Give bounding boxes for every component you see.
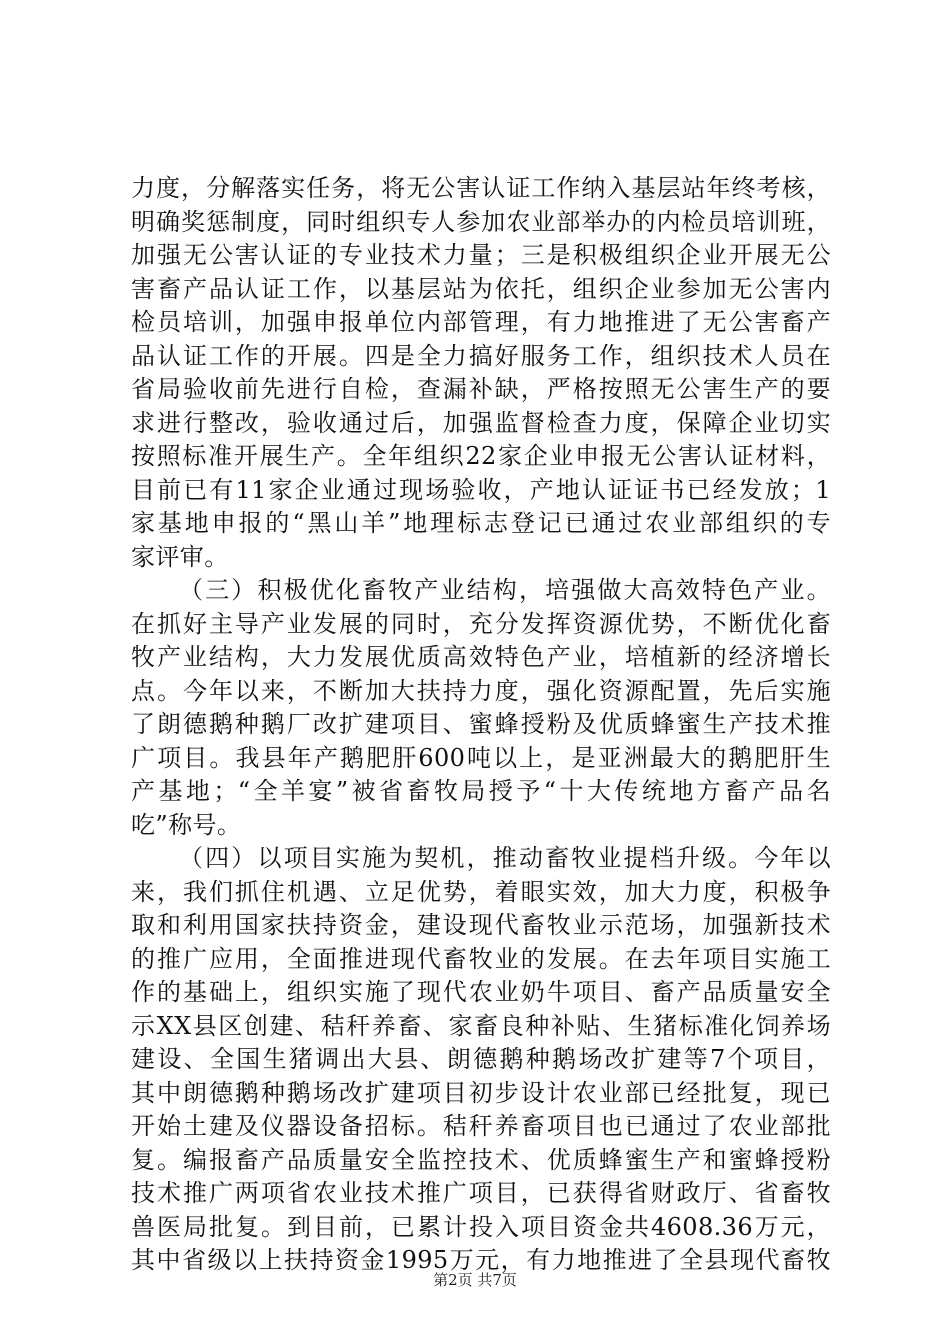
text-line: 示XX县区创建、秸秆养畜、家畜良种补贴、生猪标准化饲养场 xyxy=(131,1011,831,1040)
paragraph-industry-structure xyxy=(131,574,831,842)
text-line: 来，我们抓住机遇、立足优势，着眼实效，加大力度，积极争 xyxy=(131,877,831,906)
text-line: 家基地申报的“黑山羊”地理标志登记已通过农业部组织的专 xyxy=(131,509,831,537)
text-line: 技术推广两项省农业技术推广项目，已获得省财政厅、省畜牧 xyxy=(131,1179,831,1207)
text-line: 在抓好主导产业发展的同时，充分发挥资源优势，不断优化畜 xyxy=(131,609,831,638)
text-line: 品认证工作的开展。四是全力搞好服务工作，组织技术人员在 xyxy=(131,341,831,370)
text-line: 省局验收前先进行自检，查漏补缺，严格按照无公害生产的要 xyxy=(131,375,831,403)
section-heading-line: （四）以项目实施为契机，推动畜牧业提档升级。今年以 xyxy=(179,844,831,872)
text-line: 害畜产品认证工作，以基层站为依托，组织企业参加无公害内 xyxy=(131,274,831,303)
text-line: 目前已有11家企业通过现场验收，产地认证证书已经发放；1 xyxy=(131,475,831,504)
text-line: 牧产业结构，大力发展优质高效特色产业，培植新的经济增长 xyxy=(131,643,831,671)
text-line: 按照标准开展生产。全年组织22家企业申报无公害认证材料， xyxy=(131,442,831,470)
text-line: 产基地；“全羊宴”被省畜牧局授予“十大传统地方畜产品名 xyxy=(131,777,831,805)
text-line: 兽医局批复。到目前，已累计投入项目资金共4608.36万元， xyxy=(131,1212,831,1241)
text-line: 了朗德鹅种鹅厂改扩建项目、蜜蜂授粉及优质蜂蜜生产技术推 xyxy=(131,710,831,738)
text-line: 吃”称号。 xyxy=(131,810,242,839)
paragraph-project-implementation xyxy=(131,842,831,1278)
text-line: 检员培训，加强申报单位内部管理，有力地推进了无公害畜产 xyxy=(131,308,831,336)
text-line: 其中省级以上扶持资金1995万元，有力地推进了全县现代畜牧 xyxy=(131,1246,831,1274)
text-line: 点。今年以来，不断加大扶持力度，强化资源配置，先后实施 xyxy=(131,676,831,705)
text-line: 建设、全国生猪调出大县、朗德鹅种鹅场改扩建等7个项目， xyxy=(131,1045,831,1073)
section-heading-line: （三）积极优化畜牧产业结构，培强做大高效特色产业。 xyxy=(179,576,831,604)
text-line: 求进行整改，验收通过后，加强监督检查力度，保障企业切实 xyxy=(131,408,831,437)
body-text xyxy=(131,172,831,1278)
text-line: 复。编报畜产品质量安全监控技术、优质蜂蜜生产和蜜蜂授粉 xyxy=(131,1145,831,1174)
text-line: 取和利用国家扶持资金，建设现代畜牧业示范场，加强新技术 xyxy=(131,911,831,939)
text-line: 加强无公害认证的专业技术力量；三是积极组织企业开展无公 xyxy=(131,241,831,269)
paragraph-certification xyxy=(131,172,831,574)
text-line: 其中朗德鹅种鹅场改扩建项目初步设计农业部已经批复，现已 xyxy=(131,1078,831,1107)
text-line: 的推广应用，全面推进现代畜牧业的发展。在去年项目实施工 xyxy=(131,944,831,973)
text-line: 广项目。我县年产鹅肥肝600吨以上，是亚洲最大的鹅肥肝生 xyxy=(131,743,831,772)
text-line: 力度，分解落实任务，将无公害认证工作纳入基层站年终考核， xyxy=(131,174,831,202)
text-line: 开始土建及仪器设备招标。秸秆养畜项目也已通过了农业部批 xyxy=(131,1112,831,1140)
text-line: 家评审。 xyxy=(131,542,229,571)
text-line: 明确奖惩制度，同时组织专人参加农业部举办的内检员培训班， xyxy=(131,207,831,236)
page-number-footer: 第2页 共7页 xyxy=(433,1271,517,1289)
text-line: 作的基础上，组织实施了现代农业奶牛项目、畜产品质量安全 xyxy=(131,978,831,1006)
